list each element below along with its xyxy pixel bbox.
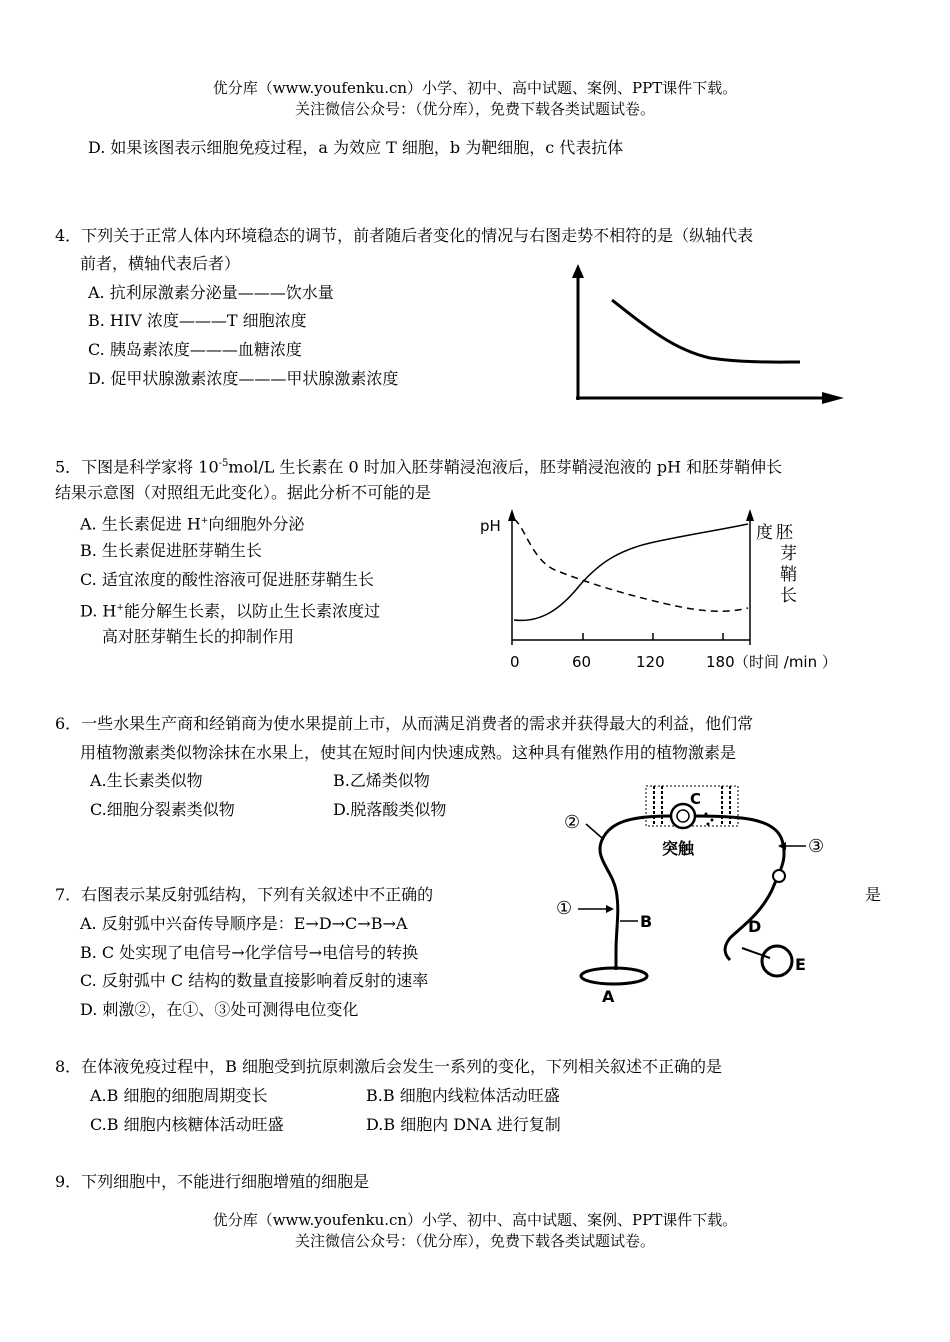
q7-option-b: B. C 处实现了电信号→化学信号→电信号的转换	[80, 943, 419, 962]
q5-option-c: C. 适宜浓度的酸性溶液可促进胚芽鞘生长	[80, 570, 374, 589]
q7-option-d: D. 刺激②，在①、③处可测得电位变化	[80, 1000, 359, 1019]
q5-length-series-solid	[514, 524, 748, 620]
q7-option-a: A. 反射弧中兴奋传导顺序是：E→D→C→B→A	[80, 914, 408, 933]
label-a: A	[602, 987, 615, 1006]
q4-option-d: D. 促甲状腺激素浓度———甲状腺激素浓度	[88, 369, 399, 388]
q5-x-tick-180: 180	[706, 653, 735, 671]
label-2: ②	[564, 812, 581, 833]
footer-line-1: 优分库（www.youfenku.cn）小学、初中、高中试题、案例、PPT课件下载。	[212, 1211, 738, 1229]
footer-line-2: 关注微信公众号：（优分库），免费下载各类试题试卷。	[294, 1232, 655, 1250]
q4-curve	[612, 300, 800, 362]
q5-stem-line-2: 结果示意图（对照组无此变化）。据此分析不可能的是	[55, 483, 432, 502]
q6-option-b: B.乙烯类似物	[333, 771, 430, 790]
label-d: D	[748, 917, 762, 936]
q5-x-tick-0: 0	[510, 653, 520, 671]
q5-ph-series-dashed	[514, 519, 748, 611]
reflex-arc-diagram	[550, 780, 850, 1010]
q7-option-c: C. 反射弧中 C 结构的数量直接影响着反射的速率	[80, 971, 429, 990]
header-line-2: 关注微信公众号：（优分库），免费下载各类试题试卷。	[294, 100, 655, 118]
q5-x-tick-60: 60	[572, 653, 592, 671]
q5-right-label-3: 鞘	[780, 565, 797, 585]
q7-stem: 7．右图表示某反射弧结构，下列有关叙述中不正确的	[55, 885, 434, 904]
q4-option-a: A. 抗利尿激素分泌量———饮水量	[88, 283, 334, 302]
q4-stem-line-2: 前者，横轴代表后者）	[80, 254, 241, 273]
q5-right-label-1: 胚	[776, 523, 793, 543]
q8-option-c: C.B 细胞内核糖体活动旺盛	[90, 1115, 284, 1134]
q5-x-label: （时间 /min ）	[734, 653, 837, 671]
synapse-label: 突触	[662, 839, 695, 858]
q8-stem: 8．在体液免疫过程中，B 细胞受到抗原刺激后会发生一系列的变化，下列相关叙述不正确的是	[55, 1057, 723, 1076]
header-line-1: 优分库（www.youfenku.cn）小学、初中、高中试题、案例、PPT课件下载。	[212, 79, 738, 97]
label-1: ①	[556, 898, 573, 919]
q5-right-label-2: 芽	[780, 544, 797, 564]
q5-right-label-4: 长	[780, 586, 797, 606]
label-e: E	[795, 955, 806, 974]
synapse-knob-inner	[677, 810, 689, 822]
q6-option-c: C.细胞分裂素类似物	[90, 800, 235, 819]
q4-decreasing-curve-graph	[560, 260, 850, 405]
q6-option-a: A.生长素类似物	[90, 771, 203, 790]
label-c: C	[690, 790, 702, 808]
efferent-nerve	[600, 816, 671, 970]
q4-stem-line-1: 4．下列关于正常人体内环境稳态的调节，前者随后者变化的情况与右图走势不相符的是（纵轴代表	[55, 226, 754, 245]
q5-option-b: B. 生长素促进胚芽鞘生长	[80, 541, 262, 560]
q5-stem-line-1: 5．下图是科学家将 $10^{-5}mol/L$ 生长素在 0 时加入胚芽鞘浸泡液后，胚芽鞘浸泡液的 pH 和胚芽鞘伸长	[55, 457, 783, 477]
afferent-nerve	[695, 816, 784, 960]
label-3: ③	[808, 836, 825, 857]
q5-y-left-label: pH	[480, 517, 501, 535]
q9-stem: 9．下列细胞中，不能进行细胞增殖的细胞是	[55, 1172, 370, 1191]
ganglion	[773, 870, 785, 882]
q5-x-tick-120: 120	[636, 653, 665, 671]
q8-option-d: D.B 细胞内 DNA 进行复制	[366, 1115, 561, 1134]
q4-y-arrow	[572, 264, 584, 278]
q4-option-b: B. HIV 浓度———T 细胞浓度	[88, 311, 307, 330]
q3-option-d: D. 如果该图表示细胞免疫过程，a 为效应 T 细胞，b 为靶细胞，c 代表抗体	[88, 138, 624, 157]
q6-stem-line-2: 用植物激素类似物涂抹在水果上，使其在短时间内快速成熟。这种具有催熟作用的植物激素是	[80, 743, 737, 762]
q6-option-d: D.脱落酸类似物	[333, 800, 447, 819]
receptor-e	[762, 946, 792, 976]
q5-ph-growth-chart	[470, 505, 840, 675]
label-b: B	[640, 912, 653, 931]
q5-option-a: A. 生长素促进 H+向细胞外分泌	[80, 514, 305, 534]
effector-a	[581, 968, 647, 984]
q7-stem-end: 是	[865, 885, 882, 904]
q6-stem-line-1: 6．一些水果生产商和经销商为使水果提前上市，从而满足消费者的需求并获得最大的利益，他们常	[55, 714, 754, 733]
q5-exponent: -5	[218, 458, 229, 469]
q5-option-d-cont: 高对胚芽鞘生长的抑制作用	[102, 627, 295, 646]
q4-x-arrow	[822, 392, 844, 404]
q8-option-a: A.B 细胞的细胞周期变长	[90, 1086, 268, 1105]
q5-right-arrow	[746, 509, 754, 521]
q5-option-d: D. H+能分解生长素，以防止生长素浓度过	[80, 601, 380, 621]
q5-right-label-du: 度	[756, 523, 773, 543]
q8-option-b: B.B 细胞内线粒体活动旺盛	[366, 1086, 560, 1105]
q4-option-c: C. 胰岛素浓度———血糖浓度	[88, 340, 302, 359]
